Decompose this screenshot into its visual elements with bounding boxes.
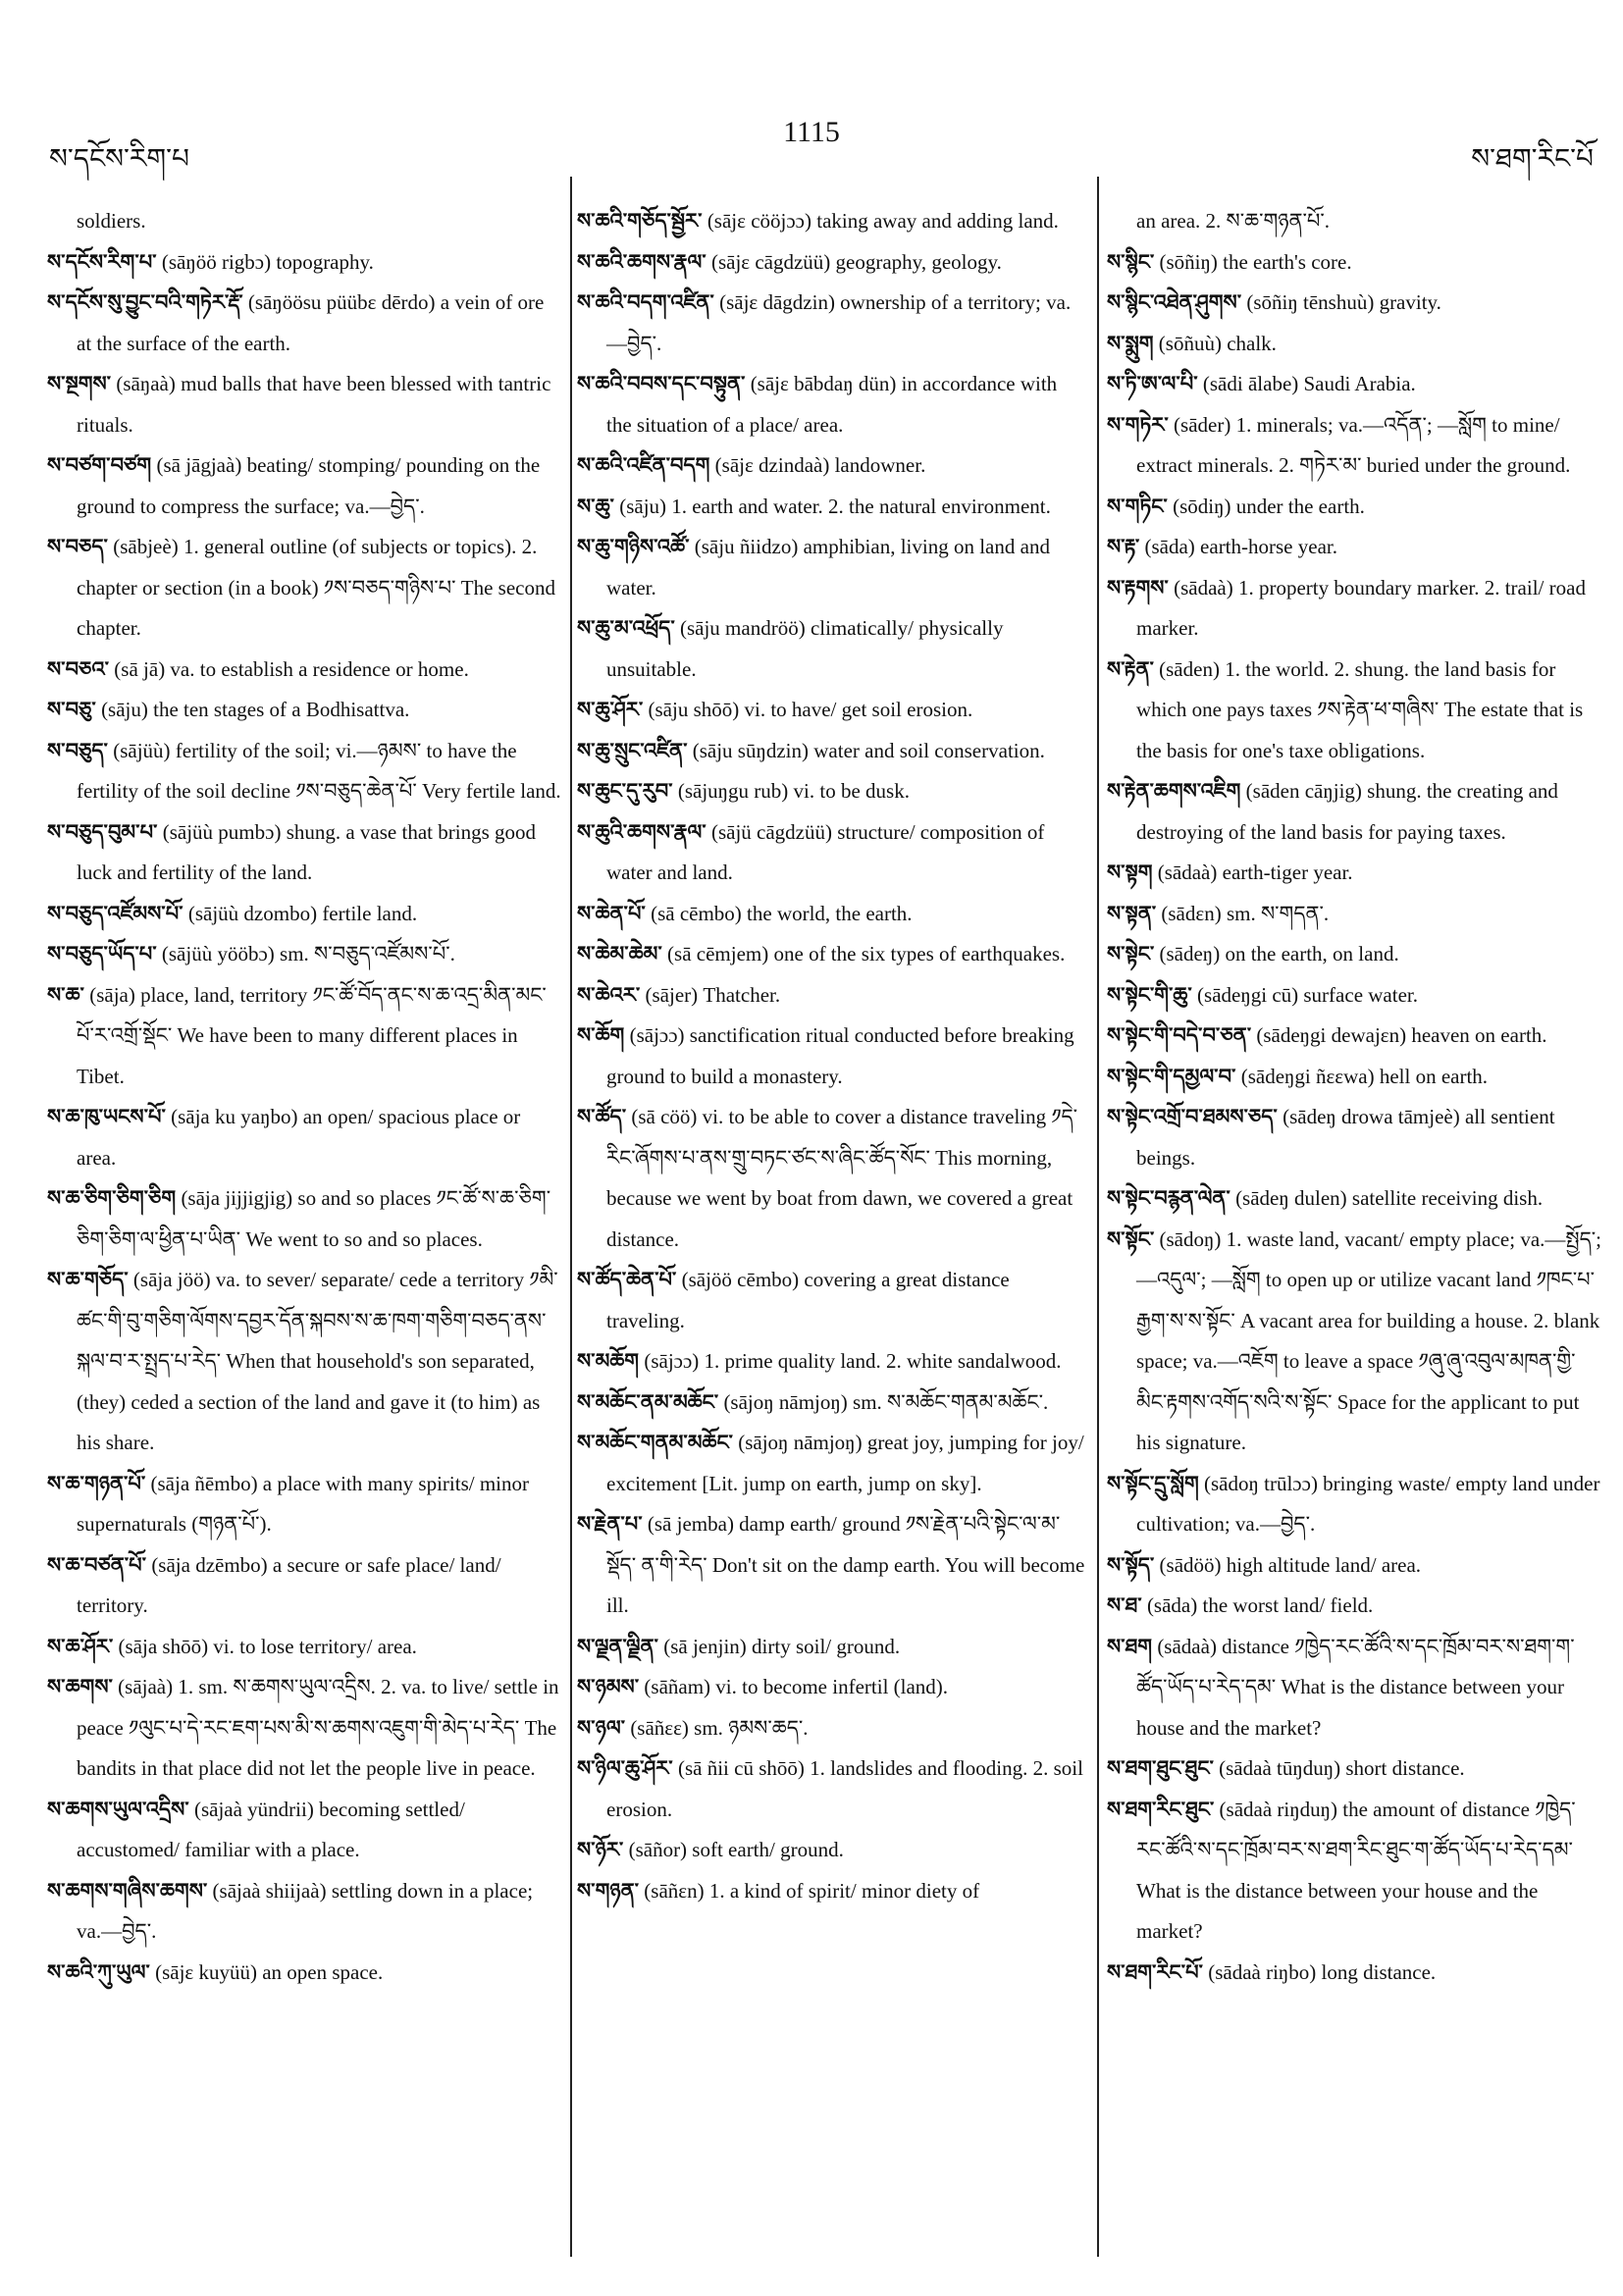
dictionary-entry	[577, 771, 1087, 812]
entry-headword: ས་ཆའི་ཆགས་རྣལ་	[577, 249, 707, 274]
entry-headword: ས་ཆ་ཤོར་	[47, 1634, 114, 1658]
entry-definition: (sāñɛn) 1. a kind of spirit/ minor diety of	[639, 1878, 980, 1903]
entry-headword: ས་ཆུ་མ་འཕྲོད་	[577, 616, 675, 640]
running-head-right: ས་ཐག་རིང་པོ	[1471, 144, 1594, 175]
entry-definition: (sāda) earth-horse year.	[1139, 535, 1337, 558]
dictionary-entry	[577, 934, 1087, 975]
dictionary-entry	[47, 894, 562, 935]
entry-definition: (sāja ñēmbo) a place with many spirits/ minor supernaturals (གཉན་པོ་).	[77, 1471, 530, 1536]
entry-definition: (sājuŋgu rub) vi. to be dusk.	[672, 779, 910, 803]
entry-headword: ས་སྟེང་བརྙན་ལེན་	[1107, 1186, 1230, 1210]
entry-headword: ས་སྨུག	[1107, 331, 1154, 355]
entry-definition: (sāden cāŋjig) shung. the creating and destroying of the land basis for paying taxes.	[1136, 779, 1558, 844]
entry-definition: (sāju) the ten stages of a Bodhisattva.	[95, 698, 410, 721]
entry-headword: ས་མཆོང་གནམ་མཆོང་	[577, 1431, 733, 1454]
entry-headword: ས་ཉིལ་ཆུ་ཤོར་	[577, 1756, 673, 1780]
entry-definition: (sādi ālabe) Saudi Arabia.	[1197, 372, 1416, 395]
dictionary-entry	[1107, 242, 1602, 284]
entry-definition: soldiers.	[77, 209, 146, 233]
dictionary-entry	[577, 1708, 1087, 1749]
entry-definition: an area. 2. ས་ཆ་གཉན་པོ་.	[1136, 209, 1331, 233]
entry-definition: (sājoŋ nāmjoŋ) sm. ས་མཆོང་གནམ་མཆོང་.	[718, 1389, 1049, 1414]
dictionary-entry	[47, 1178, 562, 1260]
entry-headword: ས་སྟེང་གི་ཆུ་	[1107, 982, 1192, 1007]
entry-definition: (sāŋöö rigbɔ) topography.	[156, 249, 374, 274]
entry-headword: ས་སྟེང་	[1107, 942, 1155, 965]
dictionary-entry	[47, 1953, 562, 1994]
dictionary-entry	[1107, 1953, 1602, 1994]
dictionary-entry	[1107, 771, 1602, 853]
entry-definition: (sājaà) 1. sm. ས་ཆགས་ཡུལ་འདྲིས. 2. va. to live/ settle in peace ༡ལུང་པ་དེ་རང་ཇག་པས་མི་ས་ཆགས་འཇུག་གི་མེད་པ་རེད་ The bandits in that place did not let the people live in peace.	[77, 1675, 559, 1780]
entry-definition: (sā cēmjem) one of the six types of earthquakes.	[661, 942, 1066, 965]
entry-definition: (sāju mandröö) climatically/ physically unsuitable.	[606, 616, 1004, 681]
entry-definition: (sā jemba) damp earth/ ground ༡ས་རྗེན་པའི་སྟེང་ལ་མ་སྡོད་ ན་གི་རེད་ Don't sit on the damp earth. You will become ill.	[606, 1512, 1085, 1617]
entry-definition: (sā jā) va. to establish a residence or home.	[109, 656, 469, 681]
entry-headword: ས་བཅུད་བུམ་པ་	[47, 819, 158, 844]
dictionary-entry	[47, 1667, 562, 1790]
entry-definition: (sāja jijjigjig) so and so places ༡ང་ཚོ་ས་ཆ་ཅིག་ཅིག་ཅིག་ལ་ཕྱིན་པ་ཡིན་ We went to so and so places.	[77, 1186, 551, 1251]
dictionary-entry	[577, 812, 1087, 894]
entry-headword: ས་ཆུ་ཤོར་	[577, 698, 644, 721]
dictionary-entry	[47, 527, 562, 650]
dictionary-entry	[1107, 1220, 1602, 1464]
dictionary-entry	[1107, 527, 1602, 568]
dictionary-entry	[577, 201, 1087, 242]
entry-definition: (sājɔɔ) 1. prime quality land. 2. white sandalwood.	[639, 1349, 1062, 1373]
entry-headword: ས་ཆགས་	[47, 1675, 113, 1698]
dictionary-entry	[577, 1097, 1087, 1260]
entry-headword: ས་ཆུའི་ཆགས་རྣལ་	[577, 819, 707, 844]
entry-headword: ས་ཆ་	[47, 982, 84, 1007]
entry-definition: (sājaà yündrii) becoming settled/ accustomed/ familiar with a place.	[77, 1797, 465, 1861]
dictionary-entry	[1107, 1057, 1602, 1098]
dictionary-entry	[577, 1423, 1087, 1504]
dictionary-entry	[577, 283, 1087, 364]
entry-headword: ས་རྟེན་	[1107, 656, 1154, 681]
entry-headword: ས་ཆའི་ཀུ་ཡུལ་	[47, 1959, 150, 1984]
dictionary-entry	[1107, 1586, 1602, 1627]
dictionary-entry	[1107, 1790, 1602, 1953]
entry-headword: ས་ཆའི་བདག་འཛིན་	[577, 290, 714, 314]
entry-definition: (sāder) 1. minerals; va.—འདོན་; —སློག to mine/ extract minerals. 2. གཏེར་མ་ buried under the ground.	[1136, 412, 1571, 477]
column-3	[1107, 201, 1602, 1993]
dictionary-entry	[1107, 894, 1602, 935]
entry-definition: (sājer) Thatcher.	[640, 982, 781, 1007]
entry-headword: ས་ཆེམ་ཆེམ་	[577, 942, 662, 965]
entry-headword: ས་གཏེར་	[1107, 412, 1169, 437]
entry-definition: (sāja) place, land, territory ༡ང་ཚོ་བོད་ནང་ས་ཆ་འདྲ་མིན་མང་པོ་ར་འགྲོ་སྡོང་ We have been to many different places in Tibet.	[77, 982, 547, 1088]
dictionary-entry	[1107, 975, 1602, 1017]
entry-headword: ས་ཆགས་ཡུལ་འདྲིས་	[47, 1797, 189, 1821]
dictionary-entry	[577, 690, 1087, 731]
entry-headword: ས་སྙིང་	[1107, 249, 1155, 274]
entry-definition: (sā jenjin) dirty soil/ ground.	[657, 1634, 901, 1658]
entry-definition: (sādaà) 1. property boundary marker. 2. trail/ road marker.	[1136, 575, 1586, 640]
entry-headword: ས་སྔགས་	[47, 372, 112, 395]
entry-headword: ས་ཐག་རིང་པོ་	[1107, 1959, 1203, 1984]
entry-headword: ས་བཅུད་འཛོམས་པོ་	[47, 901, 183, 925]
dictionary-entry	[1107, 934, 1602, 975]
entry-headword: ས་སྟོང་	[1107, 1226, 1155, 1251]
entry-definition: (sābjeè) 1. general outline (of subjects or topics). 2. chapter or section (in a book) ༡ས་བཅད་གཉིས་པ་ The second chapter.	[77, 535, 555, 640]
entry-definition: (sājüù) fertility of the soil; vi.—ཉམས་ to have the fertility of the soil decline ༡ས་བཅུད་ཆེན་པོ་ Very fertile land.	[77, 738, 561, 803]
entry-headword: ས་ཆེའར་	[577, 982, 641, 1007]
dictionary-entry	[47, 731, 562, 812]
entry-definition: (sādaà) earth-tiger year.	[1152, 861, 1353, 884]
column-1	[47, 201, 562, 1993]
entry-headword: ས་ཆུ་གཉིས་འཚོ་	[577, 535, 690, 558]
entry-headword: ས་ཆའི་བབས་དང་བསྟུན་	[577, 372, 746, 395]
dictionary-entry	[47, 364, 562, 445]
entry-definition: (sājɛ bābdaŋ dün) in accordance with the situation of a place/ area.	[606, 372, 1058, 437]
dictionary-entry	[577, 731, 1087, 772]
dictionary-entry	[577, 445, 1087, 487]
entry-headword: ས་སྟེང་འགྲོ་བ་ཐམས་ཅད་	[1107, 1105, 1278, 1128]
entry-headword: ས་དངོས་རིག་པ་	[47, 249, 157, 274]
dictionary-entry	[47, 1545, 562, 1627]
entry-headword: ས་སྙིང་འཐེན་ཤུགས་	[1107, 290, 1242, 314]
entry-headword: ས་རྗེན་པ་	[577, 1512, 643, 1536]
entry-definition: (sādeŋgi ñɛɛwa) hell on earth.	[1235, 1064, 1489, 1088]
entry-definition: (sājɛ dāgdzin) ownership of a territory; va.—བྱེད་.	[606, 290, 1072, 355]
entry-definition: (sā cöö) vi. to be able to cover a distance traveling ༡དེ་རིང་ཞོགས་པ་ནས་གྲུ་བཏང་ཙང་ས་ཞིང་ཚོད་སོང་ This morning, because we went by boat from dawn, we covered a great distance.	[606, 1105, 1078, 1251]
dictionary-entry	[47, 1871, 562, 1953]
entry-definition: (sājaà shiijaà) settling down in a place; va.—བྱེད་.	[77, 1878, 534, 1943]
entry-headword: ས་སྟོང་དྲུ་སློག	[1107, 1471, 1199, 1495]
dictionary-entry	[1107, 1545, 1602, 1587]
entry-headword: ས་བཅའ་	[47, 656, 110, 681]
entry-headword: ས་ཉལ་	[577, 1715, 626, 1740]
entry-headword: ས་སྟག	[1107, 861, 1153, 884]
entry-headword: ས་ཚོད་ཆེན་པོ་	[577, 1268, 677, 1291]
dictionary-entry	[577, 1748, 1087, 1830]
dictionary-entry	[47, 1260, 562, 1464]
dictionary-entry	[577, 1830, 1087, 1871]
entry-definition: (sāju ñiidzo) amphibian, living on land and water.	[606, 535, 1050, 600]
entry-headword: ས་བཅུད་ཡོད་པ་	[47, 942, 157, 965]
entry-headword: ས་ལྗན་ལྗིན་	[577, 1634, 658, 1658]
dictionary-entry	[47, 242, 562, 284]
entry-definition: (sājöö cēmbo) covering a great distance traveling.	[606, 1268, 1010, 1332]
dictionary-entry	[47, 690, 562, 731]
entry-headword: ས་ཐ་	[1107, 1593, 1142, 1617]
entry-definition: (sādɛn) sm. ས་གདན་.	[1156, 901, 1330, 925]
dictionary-entry	[577, 487, 1087, 528]
entry-headword: ས་ཆོག	[577, 1023, 625, 1047]
entry-definition: (sājoŋ nāmjoŋ) great joy, jumping for joy/ excitement [Lit. jump on earth, jump on sky].	[606, 1431, 1084, 1495]
dictionary-entry	[1107, 324, 1602, 365]
page-header	[0, 108, 1623, 175]
entry-headword: ས་བཅད་	[47, 535, 108, 558]
entry-definition: (sādeŋgi cū) surface water.	[1191, 982, 1418, 1007]
dictionary-entry	[47, 934, 562, 975]
entry-definition: (sōdiŋ) under the earth.	[1167, 494, 1365, 518]
entry-headword: ས་མཆོང་ནམ་མཆོང་	[577, 1389, 719, 1414]
entry-definition: (sājü cāgdzüü) structure/ composition of water and land.	[606, 819, 1045, 884]
dictionary-entry	[1107, 1748, 1602, 1790]
dictionary-entry	[577, 608, 1087, 690]
entry-definition: (sādeŋ dulen) satellite receiving dish.	[1230, 1186, 1544, 1210]
dictionary-entry	[577, 527, 1087, 608]
entry-definition: (sādaà) distance ༡ཁྱེད་རང་ཚོའི་ས་དང་ཁྲོམ་བར་ས་ཐག་ག་ཚོད་ཡོད་པ་རེད་དམ་ What is the distance between your house and the market?	[1136, 1634, 1575, 1740]
dictionary-entry	[577, 1504, 1087, 1627]
entry-headword: ས་ཆུང་དུ་རུབ་	[577, 779, 673, 803]
dictionary-entry	[577, 1667, 1087, 1708]
entry-headword: ས་ཆུ་	[577, 494, 614, 518]
entry-definition: (sāñor) soft earth/ ground.	[623, 1838, 844, 1861]
entry-definition: (sāŋaà) mud balls that have been blessed with tantric rituals.	[77, 372, 551, 437]
dictionary-entry	[1107, 1178, 1602, 1220]
dictionary-entry	[47, 975, 562, 1098]
dictionary-entry	[1107, 283, 1602, 324]
dictionary-entry	[47, 445, 562, 527]
entry-headword: ས་སྟེང་གི་བདེ་བ་ཅན་	[1107, 1023, 1252, 1047]
dictionary-entry	[1107, 364, 1602, 405]
entry-definition: (sāñɛɛ) sm. ཉམས་ཆད་.	[625, 1715, 809, 1740]
entry-definition: (sājɛ cööjɔɔ) taking away and adding land.	[702, 209, 1059, 233]
entry-headword: ས་ཆགས་གཞིས་ཆགས་	[47, 1878, 208, 1903]
entry-definition: (sāju shōō) vi. to have/ get soil erosion.	[643, 698, 973, 721]
column-divider	[570, 177, 572, 2257]
dictionary-entry	[47, 283, 562, 364]
entry-definition: (sāja jöö) va. to sever/ separate/ cede a territory ༡མི་ཚང་གི་བུ་གཅིག་ལོགས་དབྱར་དོན་སྐབས་ས་ཆ་ཁག་གཅིག་བཅད་ནས་སྐལ་བ་ར་སྤྲད་པ་རེད་ When that household's son separated, (they) ceded a section of the land and gave it (to him) as his share.	[77, 1268, 558, 1454]
dictionary-entry	[1107, 568, 1602, 650]
entry-definition: (sājɛ kuyüü) an open space.	[149, 1959, 384, 1984]
entry-definition: (sāju sūŋdzin) water and soil conservation.	[687, 738, 1045, 762]
entry-headword: ས་མཆོག	[577, 1349, 640, 1373]
entry-definition: (sādoŋ trūlɔɔ) bringing waste/ empty land under cultivation; va.—བྱེད་.	[1136, 1471, 1600, 1536]
entry-headword: ས་ཆའི་གཅོད་སྦྱོར་	[577, 209, 703, 233]
entry-definition: (sājüù yööbɔ) sm. ས་བཅུད་འཛོམས་པོ་.	[156, 942, 455, 965]
column-2	[577, 201, 1087, 1911]
dictionary-entry	[577, 1383, 1087, 1424]
entry-headword: ས་བཙག་བཙག	[47, 453, 152, 477]
dictionary-entry	[47, 201, 562, 242]
entry-definition: (sājüù pumbɔ) shung. a vase that brings good luck and fertility of the land.	[77, 819, 536, 884]
entry-headword: ས་ཆ་བཙན་པོ་	[47, 1552, 147, 1577]
dictionary-entry	[577, 1016, 1087, 1097]
dictionary-entry	[47, 1790, 562, 1871]
entry-definition: (sāja dzēmbo) a secure or safe place/ land/ territory.	[77, 1552, 501, 1617]
entry-headword: ས་ཐག་རིང་ཐུང་	[1107, 1797, 1215, 1821]
entry-definition: (sādeŋgi dewajɛn) heaven on earth.	[1251, 1023, 1547, 1047]
entry-headword: ས་ཐག	[1107, 1634, 1153, 1658]
entry-headword: ས་རྟགས་	[1107, 575, 1169, 600]
entry-definition: (sādöö) high altitude land/ area.	[1154, 1552, 1422, 1577]
dictionary-entry	[47, 1097, 562, 1178]
entry-definition: (sādaà tūŋduŋ) short distance.	[1213, 1756, 1465, 1780]
dictionary-entry	[577, 1871, 1087, 1912]
entry-definition: (sāden) 1. the world. 2. shung. the land basis for which one pays taxes ༡ས་རྟེན་ཕ་གཞིས་ The estate that is the basis for one's taxe obligations.	[1136, 656, 1584, 762]
column-divider	[1097, 177, 1099, 2257]
dictionary-entry	[577, 364, 1087, 445]
entry-headword: ས་གཉན་	[577, 1878, 640, 1903]
entry-definition: (sādoŋ) 1. waste land, vacant/ empty place; va.—སྤྱོད་; —འདུལ་; —སློག to open up or utilize vacant land ༡ཁང་པ་རྒྱག་ས་ས་སྟོང་ A vacant area for building a house. 2. blank space; va.—འཇོག to leave a space ༡ཞུ་ཞུ་འབུལ་མཁན་གྱི་མིང་རྟགས་འགོད་སའི་ས་སྟོང་ Space for the applicant to put his signature.	[1136, 1226, 1601, 1454]
dictionary-entry	[1107, 487, 1602, 528]
dictionary-entry	[1107, 201, 1602, 242]
entry-definition: (sā jāgjaà) beating/ stomping/ pounding on the ground to compress the surface; va.—བྱེད་.	[77, 453, 541, 518]
running-head-left: ས་དངོས་རིག་པ	[49, 144, 189, 175]
entry-definition: (sōñiŋ tēnshuù) gravity.	[1241, 290, 1441, 314]
entry-headword: ས་ཆ་ཅིག་ཅིག་ཅིག	[47, 1186, 177, 1210]
entry-headword: ས་བཅུ་	[47, 698, 96, 721]
dictionary-entry	[1107, 1097, 1602, 1178]
entry-definition: (sā cēmbo) the world, the earth.	[645, 901, 913, 925]
entry-headword: ས་ཉམས་	[577, 1675, 640, 1698]
dictionary-entry	[47, 1464, 562, 1545]
dictionary-entry	[47, 1627, 562, 1668]
entry-headword: ས་དངོས་སུ་བྱུང་བའི་གཏེར་རྡོ་	[47, 290, 243, 314]
entry-definition: (sājüù dzombo) fertile land.	[183, 901, 418, 925]
dictionary-entry	[1107, 853, 1602, 894]
entry-definition: (sādeŋ) on the earth, on land.	[1154, 942, 1399, 965]
entry-definition: (sādeŋ drowa tāmjeè) all sentient beings.	[1136, 1105, 1555, 1170]
entry-headword: ས་ཏི་ཨ་ལ་པི་	[1107, 372, 1198, 395]
dictionary-entry	[1107, 405, 1602, 487]
entry-headword: ས་ཚོད་	[577, 1105, 627, 1128]
entry-definition: (sādaà riŋbo) long distance.	[1202, 1959, 1437, 1984]
entry-headword: ས་ཆའི་འཛིན་བདག	[577, 453, 710, 477]
dictionary-entry	[47, 650, 562, 691]
page-number: 1115	[783, 116, 840, 148]
entry-definition: (sājɛ cāgdzüü) geography, geology.	[706, 249, 1002, 274]
entry-headword: ས་གཏིང་	[1107, 494, 1168, 518]
entry-headword: ས་ཆ་གཅོད་	[47, 1268, 129, 1291]
dictionary-entry	[47, 812, 562, 894]
entry-definition: (sāñam) vi. to become infertil (land).	[639, 1675, 949, 1698]
entry-definition: (sāŋöösu püübɛ dērdo) a vein of ore at the surface of the earth.	[77, 290, 545, 355]
dictionary-entry	[1107, 1627, 1602, 1749]
entry-headword: ས་ཆ་གཉན་པོ་	[47, 1471, 146, 1495]
entry-headword: ས་རྟ་	[1107, 535, 1140, 558]
entry-definition: (sōñiŋ) the earth's core.	[1154, 249, 1352, 274]
dictionary-entry	[577, 1260, 1087, 1341]
dictionary-entry	[577, 1341, 1087, 1383]
entry-headword: ས་ཆུ་སྲུང་འཛིན་	[577, 738, 688, 762]
dictionary-entry	[577, 1627, 1087, 1668]
dictionary-entry	[577, 242, 1087, 284]
dictionary-entry	[577, 894, 1087, 935]
entry-definition: (sādaà riŋduŋ) the amount of distance ༡ཁྱེད་རང་ཚོའི་ས་དང་ཁྲོམ་བར་ས་ཐག་རིང་ཐུང་ག་ཚོད་ཡོད་པ་རེད་དམ་ What is the distance between your house and the market?	[1136, 1797, 1576, 1943]
entry-headword: ས་རྟེན་ཆགས་འཇིག	[1107, 779, 1241, 803]
entry-definition: (sāju) 1. earth and water. 2. the natural environment.	[613, 494, 1051, 518]
entry-headword: ས་སྟེང་གི་དམྱལ་བ་	[1107, 1064, 1236, 1088]
entry-headword: ས་སྟན་	[1107, 901, 1157, 925]
entry-headword: ས་ཆ་ཁུ་ཡངས་པོ་	[47, 1105, 166, 1128]
entry-headword: ས་ཆེན་པོ་	[577, 901, 646, 925]
entry-headword: ས་ཐག་ཐུང་ཐུང་	[1107, 1756, 1214, 1780]
dictionary-entry	[577, 975, 1087, 1017]
entry-headword: ས་སྟོད་	[1107, 1552, 1155, 1577]
entry-definition: (sāja ku yaŋbo) an open/ spacious place or area.	[77, 1105, 521, 1170]
entry-definition: (sāja shōō) vi. to lose territory/ area.	[113, 1634, 417, 1658]
entry-definition: (sā ñii cū shōō) 1. landslides and flooding. 2. soil erosion.	[606, 1756, 1083, 1821]
entry-definition: (sāda) the worst land/ field.	[1141, 1593, 1374, 1617]
entry-definition: (sājɛ dzindaà) landowner.	[709, 453, 926, 477]
entry-definition: (sājɔɔ) sanctification ritual conducted before breaking ground to build a monastery.	[606, 1023, 1074, 1088]
entry-definition: (sōñuù) chalk.	[1153, 331, 1277, 355]
dictionary-entry	[1107, 1464, 1602, 1545]
entry-headword: ས་ཉོར་	[577, 1838, 624, 1861]
dictionary-entry	[1107, 1016, 1602, 1057]
entry-headword: ས་བཅུད་	[47, 738, 108, 762]
dictionary-entry	[1107, 650, 1602, 772]
